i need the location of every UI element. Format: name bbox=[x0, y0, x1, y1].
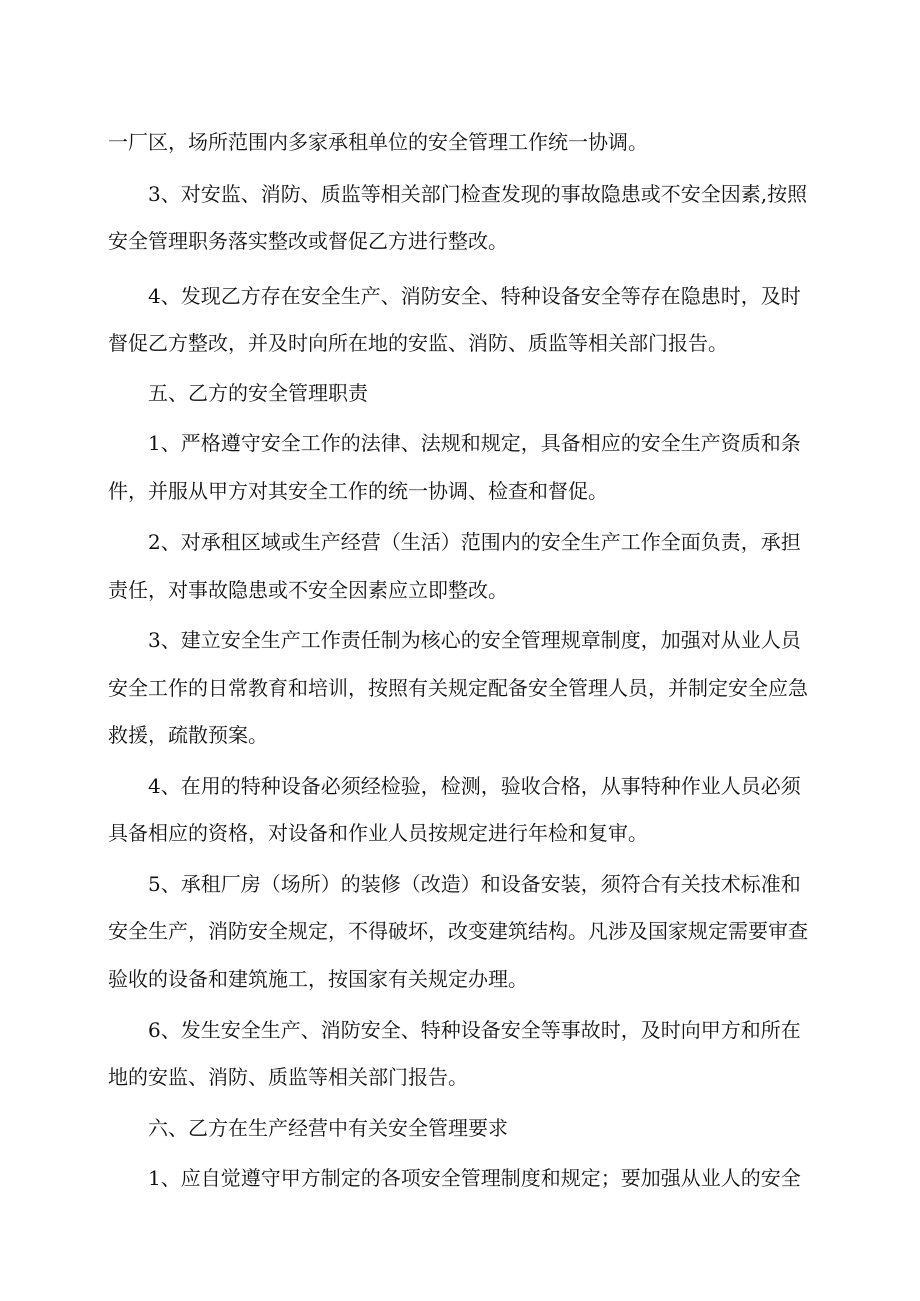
paragraph-line: 1、严格遵守安全工作的法律、法规和规定，具备相应的安全生产资质和条 bbox=[148, 431, 801, 455]
paragraph-line: 件，并服从甲方对其安全工作的统一协调、检查和督促。 bbox=[108, 479, 608, 503]
paragraph-line: 2、对承租区域或生产经营（生活）范围内的安全生产工作全面负责，承担 bbox=[148, 530, 801, 554]
paragraph-line: 3、对安监、消防、质监等相关部门检查发现的事故隐患或不安全因素,按照 bbox=[148, 182, 808, 206]
paragraph-line: 安全工作的日常教育和培训，按照有关规定配备安全管理人员，并制定安全应急 bbox=[108, 676, 808, 700]
paragraph-line: 地的安监、消防、质监等相关部门报告。 bbox=[108, 1065, 468, 1089]
paragraph-line: 具备相应的资格，对设备和作业人员按规定进行年检和复审。 bbox=[108, 821, 648, 845]
paragraph-line: 救援，疏散预案。 bbox=[108, 723, 268, 747]
paragraph-line: 一厂区，场所范围内多家承租单位的安全管理工作统一协调。 bbox=[108, 130, 648, 154]
paragraph-line: 6、发生安全生产、消防安全、特种设备安全等事故时，及时向甲方和所在 bbox=[148, 1018, 801, 1042]
paragraph-line: 1、应自觉遵守甲方制定的各项安全管理制度和规定；要加强从业人的安全 bbox=[148, 1166, 801, 1190]
section-heading: 五、乙方的安全管理职责 bbox=[148, 381, 368, 405]
paragraph-line: 5、承租厂房（场所）的装修（改造）和设备安装，须符合有关技术标准和 bbox=[148, 872, 801, 896]
paragraph-line: 4、在用的特种设备必须经检验，检测，验收合格，从事特种作业人员必须 bbox=[148, 774, 801, 798]
paragraph-line: 验收的设备和建筑施工，按国家有关规定办理。 bbox=[108, 967, 528, 991]
paragraph-line: 责任，对事故隐患或不安全因素应立即整改。 bbox=[108, 578, 508, 602]
paragraph-line: 4、发现乙方存在安全生产、消防安全、特种设备安全等存在隐患时，及时 bbox=[148, 284, 801, 308]
paragraph-line: 安全生产，消防安全规定，不得破坏，改变建筑结构。凡涉及国家规定需要审查 bbox=[108, 919, 808, 943]
section-heading: 六、乙方在生产经营中有关安全管理要求 bbox=[148, 1116, 508, 1140]
paragraph-line: 督促乙方整改，并及时向所在地的安监、消防、质监等相关部门报告。 bbox=[108, 331, 728, 355]
paragraph-line: 3、建立安全生产工作责任制为核心的安全管理规章制度，加强对从业人员 bbox=[148, 628, 801, 652]
paragraph-line: 安全管理职务落实整改或督促乙方进行整改。 bbox=[108, 229, 508, 253]
